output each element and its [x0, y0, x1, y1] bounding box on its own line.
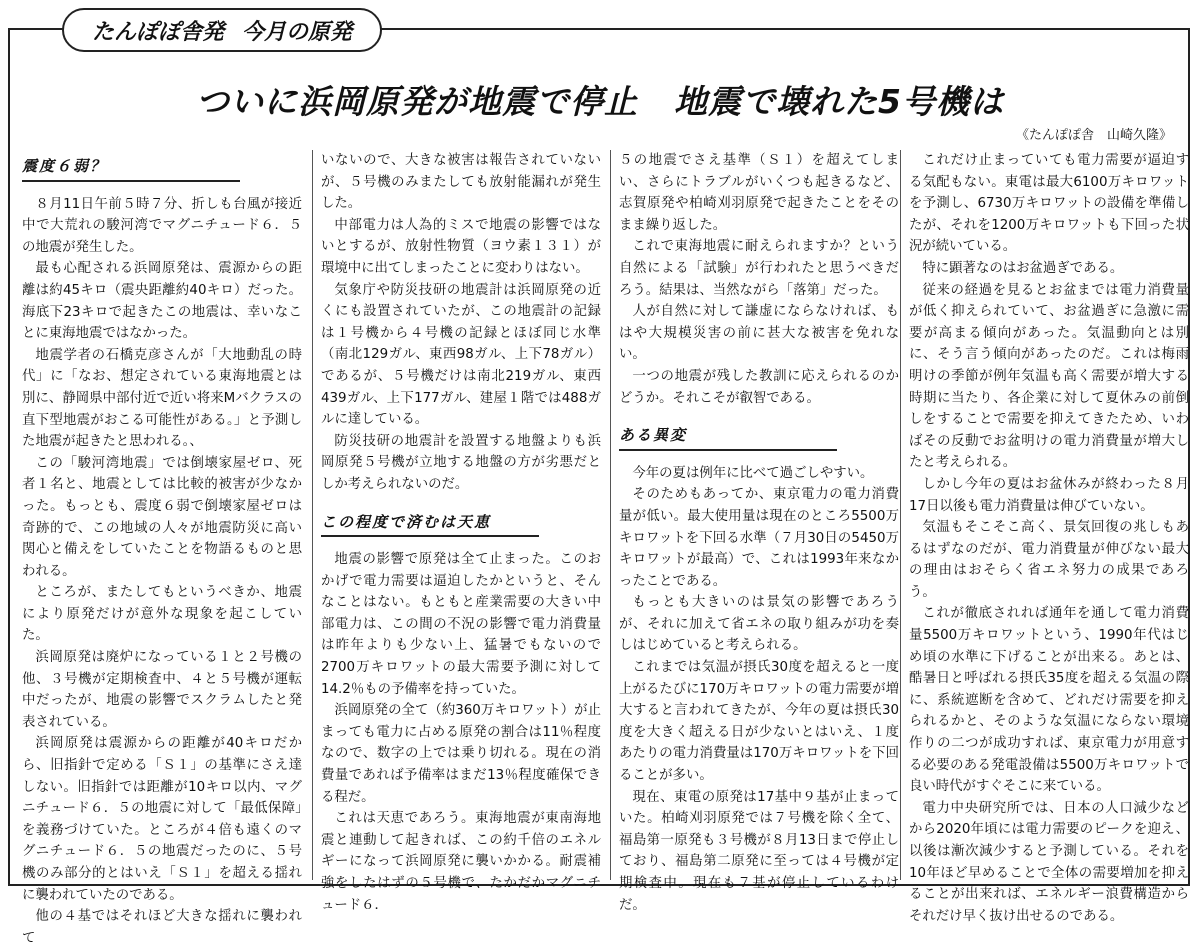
- paragraph: これで東海地震に耐えられますか？という自然による「試験」が行われたと思うべきだろう。結果は、当然ながら「落第」だった。: [619, 239, 899, 298]
- paragraph: ところが、またしてもというべきか、地震により原発だけが意外な現象を起こしていた。: [22, 585, 302, 644]
- section-heading: この程度で済むは天恵: [321, 512, 539, 538]
- paragraph: これまでは気温が摂氏30度を超えると一度上がるたびに170万キロワットの電力需要が増大すると言われてきたが、今年の夏は摂氏30度を大きく超える日が少ないとはいえ、１度あたりの電力消費量は170万キロワットを下回ることが多い。: [619, 660, 899, 784]
- paragraph: 最も心配される浜岡原発は、震源からの距離は約45キロ（震央距離約40キロ）だった。海底下23キロで起きたこの地震は、幸いなことに東海地震ではなかった。: [22, 261, 302, 342]
- paragraph: この「駿河湾地震」では倒壊家屋ゼロ、死者１名と、地震としては比較的被害が少なかった。もっとも、震度６弱で倒壊家屋ゼロは奇跡的で、この地域の人々が地震防災に高い関心と備えをしていたことを物語るものと思われる。: [22, 455, 302, 579]
- paragraph: 従来の経過を見るとお盆までは電力消費量が低く抑えられていて、お盆過ぎに急激に需要が高まる傾向があった。気温動向とは別に、そう言う傾向があったのだ。これは梅雨明けの季節が例年気温も高く需要が増大する時期に当たり、各企業に対して夏休みの前倒しをすることで需要を抑えてきたため、いわばその反動でお盆明けの電力消費量が増大したと考えられる。: [909, 282, 1189, 471]
- paragraph: 特に顕著なのはお盆過ぎである。: [922, 260, 1124, 276]
- paragraph: 気温もそこそこ高く、景気回復の兆しもあるはずなのだが、電力消費量が伸びない最大の理由はおそらく省エネ努力の成果であろう。: [909, 520, 1189, 600]
- paragraph: しかし今年の夏はお盆休みが終わった８月17日以後も電力消費量は伸びていない。: [909, 476, 1189, 514]
- paragraph: 気象庁や防災技研の地震計は浜岡原発の近くにも設置されていたが、この地震計の記録は１号機から４号機の記録とほぼ同じ水準（南北129ガル、東西98ガル、上下78ガル）であるが、５号機だけは南北219ガル、東西439ガル、上下177ガル、建屋１階では488ガルに達している。: [321, 282, 601, 428]
- headline: [0, 76, 1200, 123]
- headline-part1: ついに浜岡原発が地震で停止: [196, 82, 639, 121]
- paragraph: これが徹底されれば通年を通して電力消費量5500万キロワットという、1990年代はじめ頃の水準に下げることが出来る。あとは、酷暑日と呼ばれる摂氏35度を超える気温の際に、系統遮断を含めて、どれだけ需要を抑えられるかと、そのような気温にならない環境作りの二つが成功すれば、東京電力が用意する必要のある発電設備は5500万キロワットで良い時代がすぐそこに来ている。: [909, 606, 1189, 795]
- series-label: [62, 8, 382, 52]
- column-1: [22, 150, 302, 946]
- paragraph: これだけ止まっていても電力需要が逼迫する気配もない。東電は最大6100万キロワットを予測し、6730万キロワットの設備を準備したが、それを1200万キロワットも下回った状況が続いている。: [909, 153, 1189, 255]
- paragraph: ８月11日午前５時７分、折しも台風が接近中で大荒れの駿河湾でマグニチュード６．５の地震が発生した。: [22, 196, 302, 255]
- paragraph: 浜岡原発の全て（約360万キロワット）が止まっても電力に占める原発の割合は11％程度なので、数字の上では乗り切れる。現在の消費量であれば予備率はまだ13％程度確保できる程だ。: [321, 703, 601, 805]
- paragraph: 今年の夏は例年に比べて過ごしやすい。: [632, 465, 874, 481]
- series-label-publisher: たんぽぽ舎発: [92, 19, 225, 45]
- paragraph: 地震学者の石橋克彦さんが「大地動乱の時代」に「なお、想定されている東海地震とは別に、静岡県中部付近で近い将来Mバクラスの直下型地震がおこる可能性がある。」と予測した地震が起きたと思われる。、: [22, 347, 302, 450]
- paragraph: 人が自然に対して謙虚にならなければ、もはや大規模災害の前に甚大な被害を免れない。: [619, 304, 899, 363]
- column-2: [312, 150, 601, 913]
- paragraph: 浜岡原発は震源からの距離が40キロだから、旧指針で定める「Ｓ１」の基準にさえ達しない。旧指針では距離が10キロ以内、マグニチュード６．５の地震に対して「最低保障」を義務づけていた。ところが４倍も遠くのマグニチュード６．５の地震だったのに、５号機のみ部分的とはいえ「Ｓ１」を超える揺れに襲われていたのである。: [22, 736, 302, 903]
- paragraph: これは天恵であろう。東海地震が東南海地震と連動して起きれば、この約千倍のエネルギーになって浜岡原発に襲いかかる。耐震補強をしたはずの５号機で、たかだかマグニチュード６．: [321, 811, 601, 913]
- series-label-column: 今月の原発: [242, 19, 353, 45]
- paragraph: いないので、大きな被害は報告されていないが、５号機のみまたしても放射能漏れが発生した。: [321, 153, 601, 212]
- section-heading: ある異変: [619, 425, 837, 451]
- paragraph: 防災技研の地震計を設置する地盤よりも浜岡原発５号機が立地する地盤の方が劣悪だとしか考えられないのだ。: [321, 433, 601, 492]
- column-3: [610, 150, 899, 913]
- paragraph: 現在、東電の原発は17基中９基が止まっていた。柏崎刈羽原発では７号機を除く全て、福島第一原発も３号機が８月13日まで停止しており、福島第二原発に至っては４号機が定期検査中。現在も７基が停止しているわけだ。: [619, 789, 899, 913]
- paragraph: もっとも大きいのは景気の影響であろうが、それに加えて省エネの取り組みが功を奏しはじめていると考えられる。: [619, 595, 899, 654]
- byline: 《たんぽぽ舎 山崎久隆》: [1015, 128, 1172, 143]
- column-4: [900, 150, 1189, 924]
- headline-part2: 地震で壊れた5号機は: [674, 82, 1004, 121]
- paragraph: 他の４基ではそれほど大きな揺れに襲われて: [22, 909, 302, 946]
- paragraph: 電力中央研究所では、日本の人口減少などから2020年頃には電力需要のピークを迎え、以後は漸次減少すると予測している。それを10年ほど早めることで全体の需要増加を抑えることが出来れば、エネルギー浪費構造からそれだけ早く抜け出せるのである。: [909, 800, 1189, 924]
- paragraph: ５の地震でさえ基準（Ｓ１）を超えてしまい、さらにトラブルがいくつも起きるなど、志賀原発や柏崎刈羽原発で起きたことをそのまま繰り返した。: [619, 153, 899, 233]
- paragraph: 浜岡原発は廃炉になっている１と２号機の他、３号機が定期検査中、４と５号機が運転中だったが、地震の影響でスクラムしたと発表されている。: [22, 650, 302, 730]
- section-heading: 震度６弱？: [22, 156, 240, 182]
- paragraph: そのためもあってか、東京電力の電力消費量が低い。最大使用量は現在のところ5500万キロワットを下回る水準（７月30日の5450万キロワットが最高）で、これは1993年来なかったことである。: [619, 487, 899, 589]
- paragraph: 一つの地震が残した教訓に応えられるのかどうか。それこそが叡智である。: [619, 368, 899, 406]
- paragraph: 中部電力は人為的ミスで地震の影響ではないとするが、放射性物質（ヨウ素１３１）が環境中に出てしまったことに変わりはない。: [321, 217, 601, 276]
- paragraph: 地震の影響で原発は全て止まった。このおかげで電力需要は逼迫したかというと、そんなことはない。もともと産業需要の大きい中部電力は、この間の不況の影響で電力消費量は昨年よりも少ない上、猛暑でもないので2700万キロワットの最大需要予測に対して14.2％もの予備率を持っていた。: [321, 552, 601, 697]
